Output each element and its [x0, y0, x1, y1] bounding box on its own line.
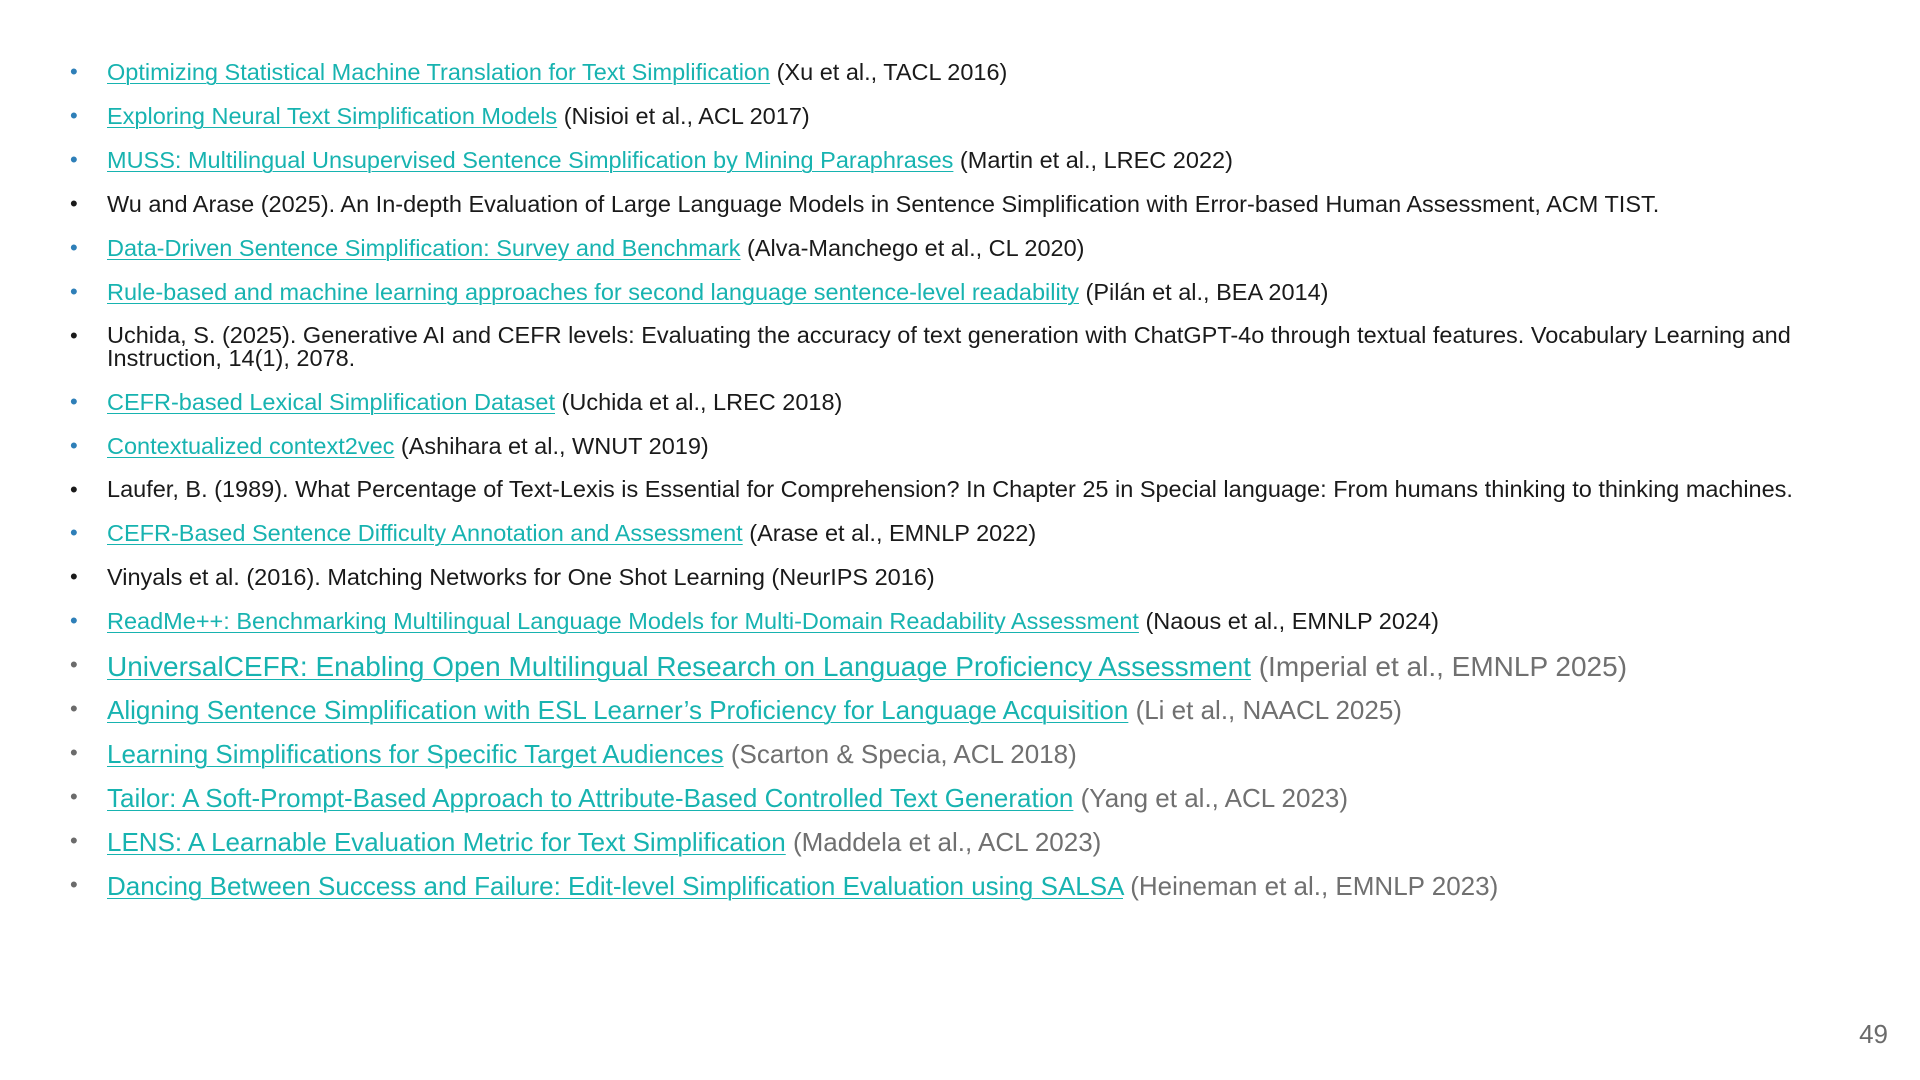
reference-link[interactable]: UniversalCEFR: Enabling Open Multilingual Research on Language Proficiency Assessment	[107, 651, 1251, 682]
reference-item	[70, 609, 1830, 633]
reference-item	[70, 521, 1830, 545]
bullet-icon: •	[70, 520, 78, 545]
bullet-icon: •	[70, 872, 78, 897]
bullet-icon: •	[70, 103, 78, 128]
reference-item	[70, 390, 1830, 414]
reference-item	[70, 785, 1830, 812]
reference-item	[70, 697, 1830, 724]
bullet-icon: •	[70, 477, 78, 502]
reference-item	[70, 236, 1830, 260]
reference-citation: (Heineman et al., EMNLP 2023)	[1123, 871, 1499, 901]
reference-item	[70, 741, 1830, 768]
bullet-icon: •	[70, 828, 78, 853]
reference-citation: (Ashihara et al., WNUT 2019)	[394, 433, 709, 459]
reference-citation: (Imperial et al., EMNLP 2025)	[1250, 651, 1628, 682]
reference-item	[70, 104, 1830, 128]
reference-text: Vinyals et al. (2016). Matching Networks for One Shot Learning (NeurIPS 2016)	[107, 564, 935, 590]
reference-citation: (Arase et al., EMNLP 2022)	[742, 520, 1037, 546]
bullet-icon: •	[70, 433, 78, 458]
bullet-icon: •	[70, 784, 78, 809]
reference-text: Wu and Arase (2025). An In-depth Evaluation of Large Language Models in Sentence Simplification with Error-based Human Assessment, ACM TIST.	[107, 191, 1660, 217]
reference-item	[70, 192, 1830, 216]
reference-citation: (Maddela et al., ACL 2023)	[785, 827, 1102, 857]
reference-item	[70, 148, 1830, 172]
reference-item	[70, 829, 1830, 856]
reference-item	[70, 60, 1830, 84]
reference-citation: (Yang et al., ACL 2023)	[1073, 783, 1349, 813]
reference-link[interactable]: ReadMe++: Benchmarking Multilingual Language Models for Multi-Domain Readability Assessment	[107, 608, 1139, 634]
reference-link[interactable]: Aligning Sentence Simplification with ESL Learner’s Proficiency for Language Acquisition	[107, 695, 1129, 725]
reference-link[interactable]: Contextualized context2vec	[107, 433, 395, 459]
reference-link[interactable]: Rule-based and machine learning approaches for second language sentence-level readability	[107, 279, 1079, 305]
reference-citation: (Alva-Manchego et al., CL 2020)	[740, 235, 1085, 261]
reference-item	[70, 565, 1830, 589]
reference-item	[70, 653, 1830, 681]
bullet-icon: •	[70, 59, 78, 84]
page-number: 49	[1859, 1019, 1888, 1049]
reference-text: Uchida, S. (2025). Generative AI and CEFR levels: Evaluating the accuracy of text generation with ChatGPT-4o through textual features. Vocabulary Learning and Instruction, 14(1), 2078.	[107, 322, 1791, 371]
bullet-icon: •	[70, 235, 78, 260]
reference-link[interactable]: MUSS: Multilingual Unsupervised Sentence Simplification by Mining Paraphrases	[107, 147, 954, 173]
reference-citation: (Martin et al., LREC 2022)	[953, 147, 1233, 173]
reference-link[interactable]: Tailor: A Soft-Prompt-Based Approach to Attribute-Based Controlled Text Generation	[107, 783, 1074, 813]
reference-item	[70, 324, 1830, 370]
bullet-icon: •	[70, 564, 78, 589]
reference-citation: (Naous et al., EMNLP 2024)	[1138, 608, 1439, 634]
reference-link[interactable]: LENS: A Learnable Evaluation Metric for Text Simplification	[107, 827, 786, 857]
reference-link[interactable]: Learning Simplifications for Specific Target Audiences	[107, 739, 724, 769]
reference-link[interactable]: Dancing Between Success and Failure: Edit-level Simplification Evaluation using SALSA	[107, 871, 1123, 901]
reference-citation: (Xu et al., TACL 2016)	[770, 59, 1008, 85]
reference-item	[70, 280, 1830, 304]
reference-citation: (Nisioi et al., ACL 2017)	[557, 103, 810, 129]
reference-link[interactable]: CEFR-Based Sentence Difficulty Annotation and Assessment	[107, 520, 743, 546]
reference-link[interactable]: Optimizing Statistical Machine Translation for Text Simplification	[107, 59, 771, 85]
reference-citation: (Pilán et al., BEA 2014)	[1078, 279, 1329, 305]
reference-link[interactable]: Data-Driven Sentence Simplification: Survey and Benchmark	[107, 235, 741, 261]
reference-citation: (Scarton & Specia, ACL 2018)	[723, 739, 1077, 769]
reference-list	[70, 60, 1830, 917]
reference-citation: (Li et al., NAACL 2025)	[1128, 695, 1402, 725]
bullet-icon: •	[70, 279, 78, 304]
reference-item	[70, 873, 1830, 900]
bullet-icon: •	[70, 323, 78, 348]
bullet-icon: •	[70, 147, 78, 172]
bullet-icon: •	[70, 652, 78, 677]
bullet-icon: •	[70, 608, 78, 633]
reference-citation: (Uchida et al., LREC 2018)	[555, 389, 843, 415]
bullet-icon: •	[70, 191, 78, 216]
bullet-icon: •	[70, 740, 78, 765]
reference-link[interactable]: Exploring Neural Text Simplification Models	[107, 103, 558, 129]
reference-item	[70, 434, 1830, 458]
reference-text: Laufer, B. (1989). What Percentage of Text-Lexis is Essential for Comprehension? In Chapter 25 in Special language: From humans thinking to thinking machines.	[107, 476, 1793, 502]
reference-item	[70, 478, 1830, 501]
bullet-icon: •	[70, 696, 78, 721]
bullet-icon: •	[70, 389, 78, 414]
reference-link[interactable]: CEFR-based Lexical Simplification Dataset	[107, 389, 555, 415]
